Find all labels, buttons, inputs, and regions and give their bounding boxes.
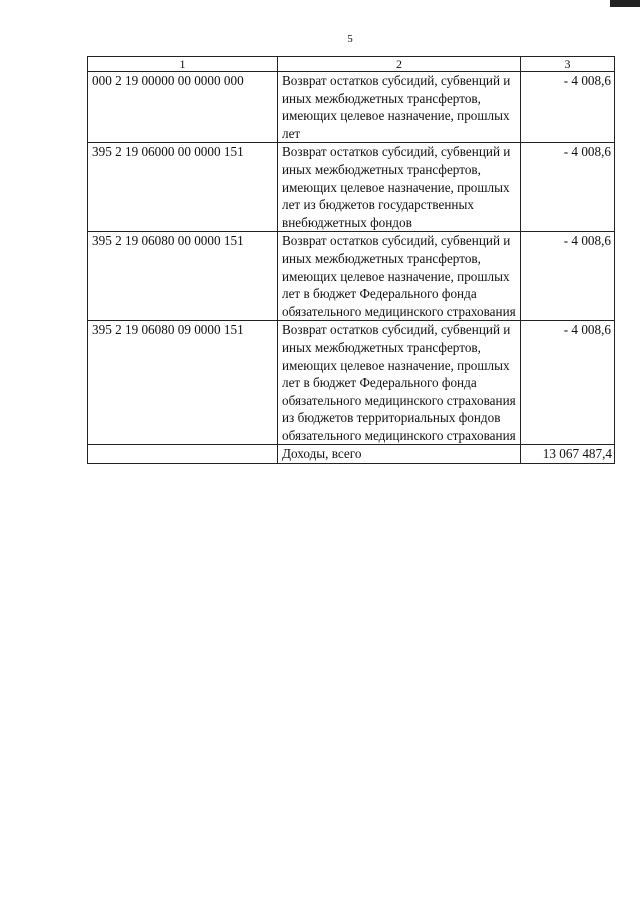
column-header-3: 3 [521,57,615,72]
total-code-cell [88,445,278,464]
amount-cell: - 4 008,6 [521,321,615,445]
description-cell: Возврат остатков субсидий, субвенций и иных межбюджетных трансфертов, имеющих целевое назначение, прошлых лет [278,72,521,143]
total-row [88,445,615,464]
page-number: 5 [347,33,353,45]
budget-code-cell: 395 2 19 06000 00 0000 151 [88,143,278,232]
description-cell: Возврат остатков субсидий, субвенций и иных межбюджетных трансфертов, имеющих целевое назначение, прошлых лет из бюджетов государственных внебюджетных фондов [278,143,521,232]
total-amount-cell: 13 067 487,4 [521,445,615,464]
description-cell: Возврат остатков субсидий, субвенций и иных межбюджетных трансфертов, имеющих целевое назначение, прошлых лет в бюджет Федерального фонда обязательного медицинского страхования из бюджетов территориальных фондов обязательного медицинского страхования [278,321,521,445]
total-label-cell: Доходы, всего [278,445,521,464]
amount-cell: - 4 008,6 [521,72,615,143]
column-header-1: 1 [88,57,278,72]
description-cell: Возврат остатков субсидий, субвенций и иных межбюджетных трансфертов, имеющих целевое назначение, прошлых лет в бюджет Федерального фонда обязательного медицинского страхования [278,232,521,321]
table-row [88,143,615,232]
table-header-row [88,57,615,72]
revenue-table [87,56,615,464]
amount-cell: - 4 008,6 [521,232,615,321]
scan-corner-mark [610,0,640,7]
column-header-2: 2 [278,57,521,72]
table-row [88,321,615,445]
amount-cell: - 4 008,6 [521,143,615,232]
budget-code-cell: 000 2 19 00000 00 0000 000 [88,72,278,143]
table-row [88,72,615,143]
budget-code-cell: 395 2 19 06080 00 0000 151 [88,232,278,321]
budget-code-cell: 395 2 19 06080 09 0000 151 [88,321,278,445]
table-row [88,232,615,321]
